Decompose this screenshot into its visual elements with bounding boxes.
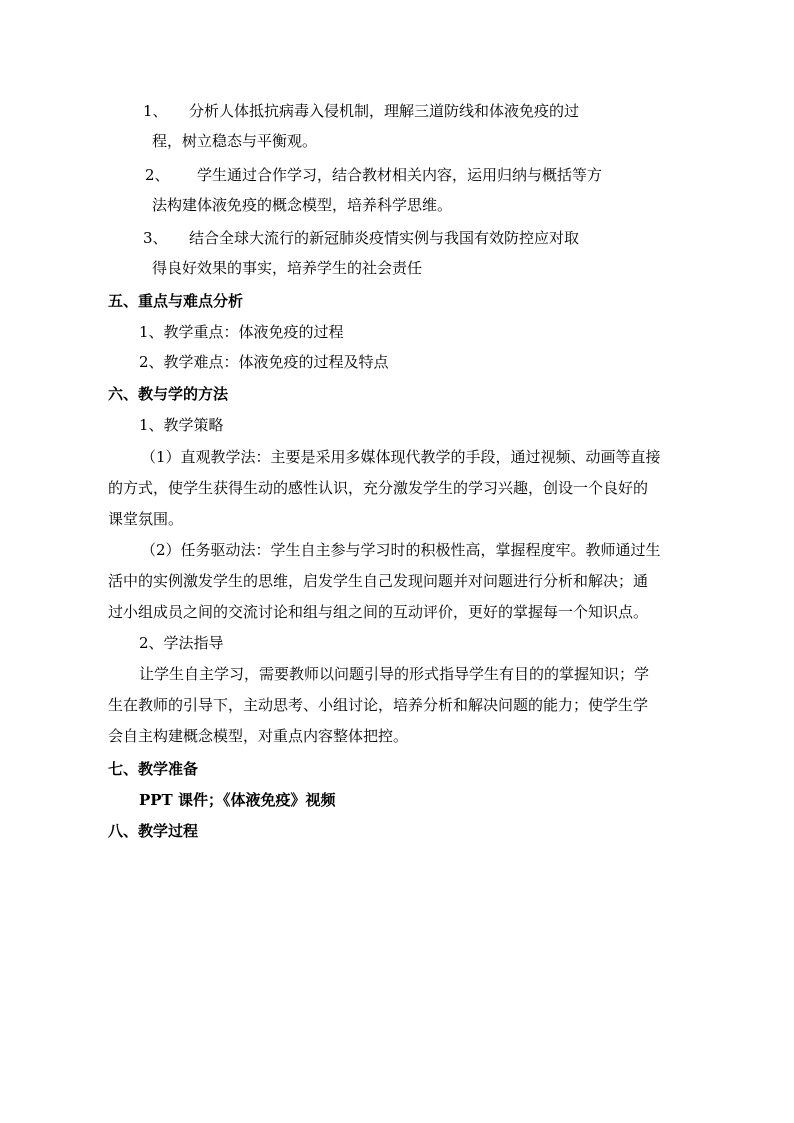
section-7-item: PPT 课件；《体液免疫》视频 [139,791,336,809]
section-6-p3-line-2: 生在教师的引导下，主动思考、小组讨论，培养分析和解决问题的能力；使学生学 [108,696,649,714]
section-5-heading: 五、重点与难点分析 [108,292,244,310]
section-6-p3-line-1: 让学生自主学习，需要教师以问题引导的形式指导学生有目的的掌握知识；学 [139,665,650,683]
objective-1-number: 1、 [143,102,168,120]
section-6-p1-line-1: （1）直观教学法：主要是采用多媒体现代教学的手段，通过视频、动画等直接 [141,448,661,466]
objective-2-line-1: 2、 学生通过合作学习，结合教材相关内容，运用归纳与概括等方 [145,166,603,184]
section-6-p3-line-3: 会自主构建概念模型，对重点内容整体把控。 [108,727,409,745]
section-6-p2-line-2: 活中的实例激发学生的思维，启发学生自己发现问题并对问题进行分析和解决；通 [108,572,649,590]
section-5-item-1: 1、教学重点：体液免疫的过程 [139,323,344,341]
section-5-item-2: 2、教学难点：体液免疫的过程及特点 [139,353,389,371]
objective-3-number: 3、 [143,229,168,247]
section-7-heading: 七、教学准备 [108,760,199,778]
section-6-heading: 六、教与学的方法 [108,385,229,403]
section-6-p2-line-1: （2）任务驱动法：学生自主参与学习时的积极性高，掌握程度牢。教师通过生 [141,541,661,559]
objective-2-line-2: 法构建体液免疫的概念模型，培养科学思维。 [152,196,453,214]
section-6-p1-line-3: 课堂氛围。 [108,510,184,528]
objective-3-line-2: 得良好效果的事实，培养学生的社会责任 [152,259,423,277]
section-6-sub-1: 1、教学策略 [139,416,224,434]
objective-3-line-1: 3、 结合全球大流行的新冠肺炎疫情实例与我国有效防控应对取 [143,229,580,247]
section-8-heading: 八、教学过程 [108,822,199,840]
objective-2-number: 2、 [145,166,170,184]
objective-1-line-1: 1、 分析人体抵抗病毒入侵机制，理解三道防线和体液免疫的过 [143,102,580,120]
section-6-p1-line-2: 的方式，使学生获得生动的感性认识，充分激发学生的学习兴趣，创设一个良好的 [108,479,649,497]
objective-1-line-2: 程，树立稳态与平衡观。 [152,132,318,150]
section-6-p2-line-3: 过小组成员之间的交流讨论和组与组之间的互动评价，更好的掌握每一个知识点。 [108,603,649,621]
section-6-sub-2: 2、学法指导 [139,634,224,652]
